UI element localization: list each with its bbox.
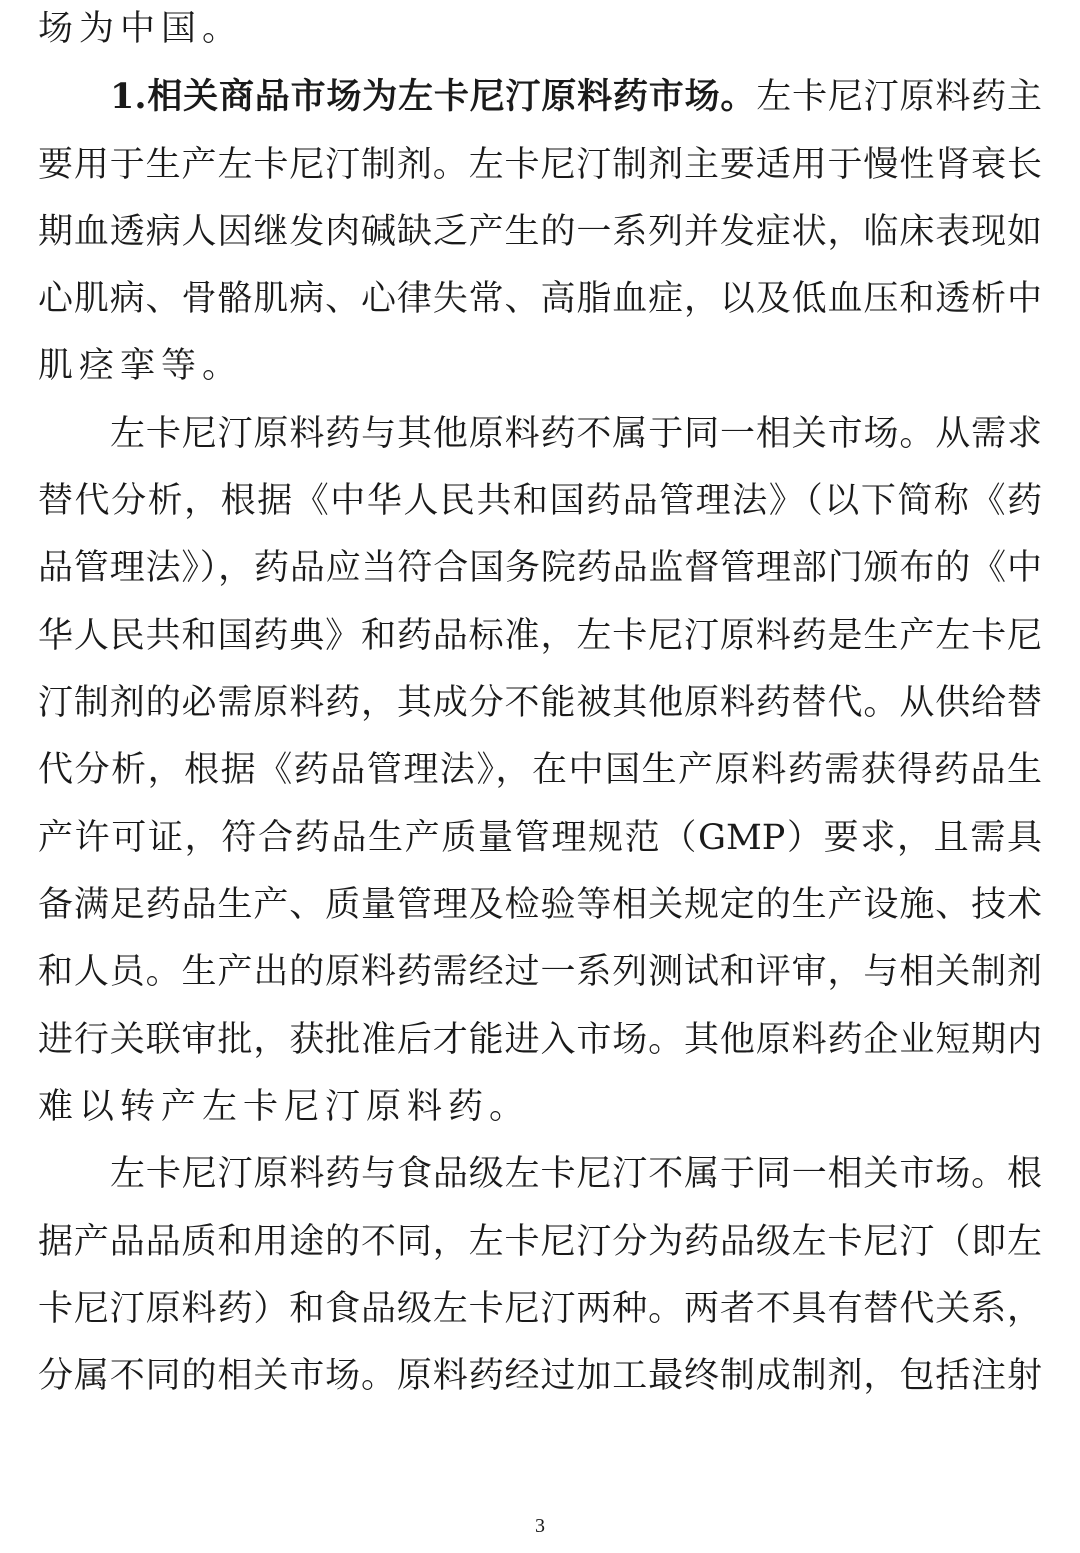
text-line: 产许可证，符合药品生产质量管理规范（GMP）要求，且需具 — [38, 818, 1042, 858]
text-span: 左卡尼汀原料药主 — [756, 77, 1042, 117]
text-line: 场为中国。 — [38, 9, 244, 49]
text-line: 替代分析，根据《中华人民共和国药品管理法》（以下简称《药 — [38, 481, 1042, 521]
text-line: 肌痉挛等。 — [38, 346, 244, 386]
text-line: 备满足药品生产、质量管理及检验等相关规定的生产设施、技术 — [38, 885, 1042, 925]
text-line: 心肌病、骨骼肌病、心律失常、高脂血症，以及低血压和透析中 — [38, 279, 1042, 319]
text-line: 品管理法》），药品应当符合国务院药品监督管理部门颁布的《中 — [38, 548, 1042, 588]
text-line — [110, 63, 1042, 131]
text-line: 期血透病人因继发肉碱缺乏产生的一系列并发症状，临床表现如 — [38, 212, 1042, 252]
text-line: 卡尼汀原料药）和食品级左卡尼汀两种。两者不具有替代关系， — [38, 1289, 1042, 1329]
text-line: 左卡尼汀原料药与其他原料药不属于同一相关市场。从需求 — [110, 414, 1042, 454]
text-line: 汀制剂的必需原料药，其成分不能被其他原料药替代。从供给替 — [38, 683, 1042, 723]
text-line: 要用于生产左卡尼汀制剂。左卡尼汀制剂主要适用于慢性肾衰长 — [38, 145, 1042, 185]
text-line: 进行关联审批，获批准后才能进入市场。其他原料药企业短期内 — [38, 1020, 1042, 1060]
text-line: 代分析，根据《药品管理法》，在中国生产原料药需获得药品生 — [38, 750, 1042, 790]
text-line: 华人民共和国药典》和药品标准，左卡尼汀原料药是生产左卡尼 — [38, 616, 1042, 656]
text-line: 分属不同的相关市场。原料药经过加工最终制成制剂，包括注射 — [38, 1356, 1042, 1396]
text-line: 据产品品质和用途的不同，左卡尼汀分为药品级左卡尼汀（即左 — [38, 1222, 1042, 1262]
section-heading: 1.相关商品市场为左卡尼汀原料药市场。 — [110, 76, 757, 117]
text-line: 难以转产左卡尼汀原料药。 — [38, 1087, 531, 1127]
text-line: 左卡尼汀原料药与食品级左卡尼汀不属于同一相关市场。根 — [110, 1154, 1042, 1194]
text-line: 和人员。生产出的原料药需经过一系列测试和评审，与相关制剂 — [38, 952, 1042, 992]
page-number: 3 — [535, 1515, 545, 1537]
